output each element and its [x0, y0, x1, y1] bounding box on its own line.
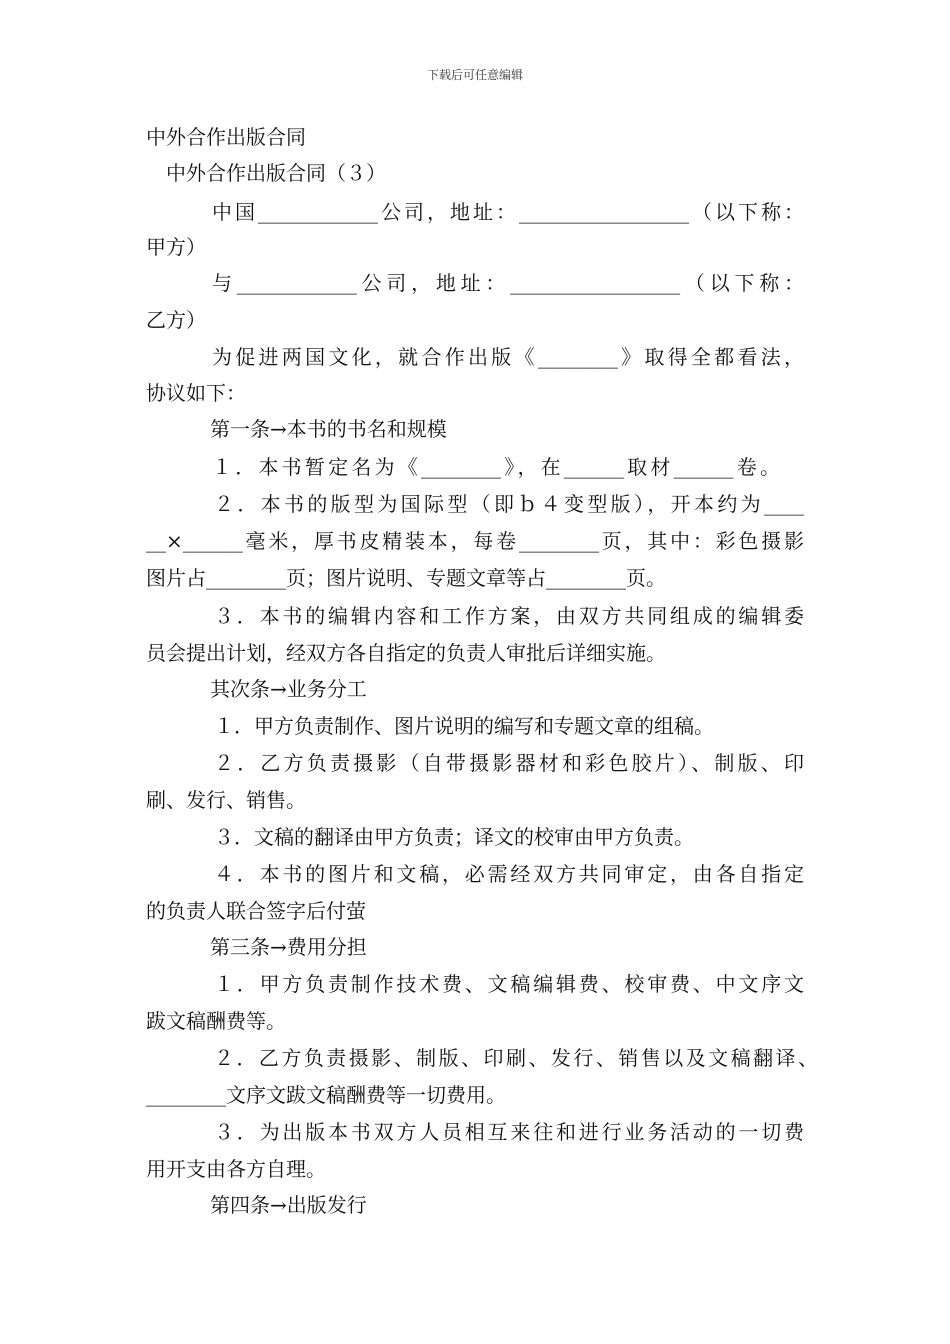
clause-3-3-end: 用开支由各方自理。 [146, 1157, 326, 1181]
purpose-line: 为促进两国文化，就合作出版《________》取得全都看法， [212, 345, 804, 369]
paragraph-line [0, 342, 950, 372]
paragraph-line [0, 452, 950, 482]
paragraph-line [0, 232, 950, 262]
paragraph-line [0, 305, 950, 335]
paragraph-line [0, 711, 950, 741]
paragraph-line [0, 563, 950, 593]
clause-1-3-end: 员会提出计划，经双方各自指定的负责人审批后详细实施。 [146, 641, 666, 665]
clause-2-3: ３．文稿的翻译由甲方负责；译文的校审由甲方负责。 [214, 825, 694, 849]
article-heading [0, 1190, 950, 1220]
paragraph-line [0, 1154, 950, 1184]
paragraph-line [0, 489, 950, 519]
article-1-heading: 第一条→本书的书名和规模 [210, 417, 447, 441]
clause-3-1-end: 跋文稿酬费等。 [146, 1009, 286, 1033]
paragraph-line [0, 822, 950, 852]
clause-3-2-end: ________文序文跋文稿酬费等一切费用。 [146, 1083, 506, 1107]
clause-1-2-cont: __×______毫米，厚书皮精装本，每卷________页，其中：彩色摄影 [146, 529, 804, 553]
article-3-heading: 第三条→费用分担 [210, 935, 367, 959]
paragraph-line [0, 1080, 950, 1110]
paragraph-line [0, 1117, 950, 1147]
clause-1-1: １．本书暂定名为《________》，在______取材______卷。 [212, 455, 780, 479]
party-b-line: 与____________公司，地址：_________________（以下称： [212, 271, 804, 295]
party-b-line-end: 乙方） [146, 308, 206, 332]
paragraph-line [0, 896, 950, 926]
paragraph-line [0, 1043, 950, 1073]
clause-3-1: １．甲方负责制作技术费、文稿编辑费、校审费、中文序文 [214, 972, 804, 996]
paragraph-line [0, 197, 950, 227]
clause-2-2-end: 刷、发行、销售。 [146, 788, 306, 812]
paragraph-line [0, 378, 950, 408]
clause-2-2: ２．乙方负责摄影（自带摄影器材和彩色胶片）、制版、印 [214, 751, 804, 775]
paragraph-line [0, 969, 950, 999]
paragraph-line [0, 601, 950, 631]
paragraph-line [0, 526, 950, 556]
paragraph-line [0, 638, 950, 668]
article-2-heading: 其次条→业务分工 [210, 677, 367, 701]
contract-subtitle [0, 158, 950, 188]
article-heading [0, 414, 950, 444]
paragraph-line [0, 748, 950, 778]
article-4-heading: 第四条→出版发行 [210, 1193, 367, 1217]
clause-3-2: ２．乙方负责摄影、制版、印刷、发行、销售以及文稿翻译、 [214, 1046, 818, 1070]
article-heading [0, 674, 950, 704]
paragraph-line [0, 859, 950, 889]
document-title [0, 122, 950, 152]
clause-3-3: ３．为出版本书双方人员相互来往和进行业务活动的一切费 [214, 1120, 804, 1144]
title-text: 中外合作出版合同 [146, 125, 306, 149]
paragraph-line [0, 268, 950, 298]
page-header: 下载后可任意编辑 [426, 68, 523, 82]
party-a-line: 中国____________公司，地址：_________________（以下称： [212, 200, 804, 224]
clause-2-4-end: 的负责人联合签字后付萤 [146, 899, 366, 923]
party-a-line-end: 甲方） [146, 235, 206, 259]
clause-2-4: ４．本书的图片和文稿，必需经双方共同审定，由各自指定 [214, 862, 804, 886]
subtitle-text: 中外合作出版合同（３） [166, 161, 386, 185]
clause-2-1: １．甲方负责制作、图片说明的编写和专题文章的组稿。 [214, 714, 714, 738]
clause-1-2-end: 图片占________页；图片说明、专题文章等占________页。 [146, 566, 666, 590]
purpose-line-end: 协议如下： [146, 381, 246, 405]
clause-1-2: ２．本书的版型为国际型（即ｂ４变型版），开本约为____ [214, 492, 804, 516]
paragraph-line [0, 785, 950, 815]
paragraph-line [0, 1006, 950, 1036]
clause-1-3: ３．本书的编辑内容和工作方案，由双方共同组成的编辑委 [214, 604, 804, 628]
article-heading [0, 932, 950, 962]
